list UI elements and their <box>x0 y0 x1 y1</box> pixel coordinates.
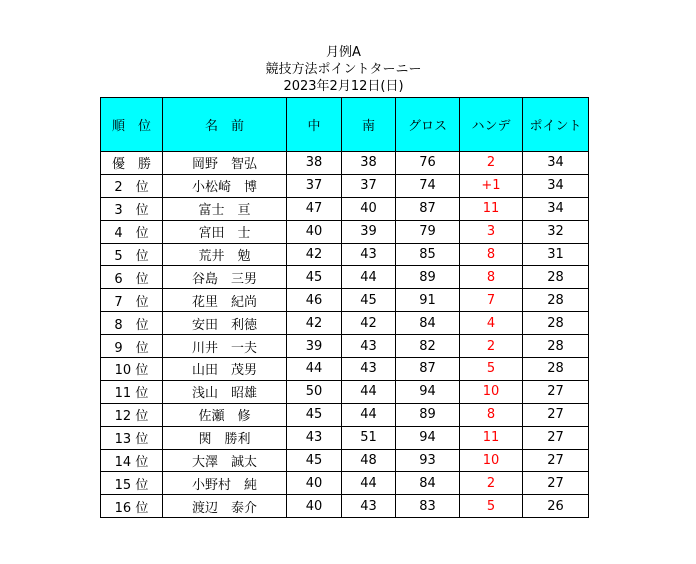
cell-name: 荒井 勉 <box>163 243 287 266</box>
cell-points: 34 <box>523 174 589 197</box>
cell-in: 44 <box>287 358 342 381</box>
title-block <box>100 44 587 95</box>
header-out: 南 <box>342 98 396 152</box>
title-competition: 月例A <box>326 45 361 60</box>
header-in: 中 <box>287 98 342 152</box>
header-row <box>101 98 589 152</box>
cell-out: 43 <box>342 495 396 518</box>
cell-in: 42 <box>287 312 342 335</box>
cell-out: 51 <box>342 426 396 449</box>
header-rank: 順 位 <box>101 98 163 152</box>
cell-gross: 82 <box>396 335 460 358</box>
table-row <box>101 197 589 220</box>
cell-points: 32 <box>523 220 589 243</box>
cell-handicap: 2 <box>460 152 523 175</box>
cell-gross: 84 <box>396 312 460 335</box>
cell-name: 大澤 誠太 <box>163 449 287 472</box>
cell-gross: 89 <box>396 266 460 289</box>
cell-handicap: 2 <box>460 472 523 495</box>
cell-gross: 87 <box>396 197 460 220</box>
cell-rank: 8 位 <box>101 312 163 335</box>
results-table <box>100 97 589 518</box>
cell-in: 42 <box>287 243 342 266</box>
cell-gross: 87 <box>396 358 460 381</box>
cell-points: 28 <box>523 289 589 312</box>
cell-handicap: 8 <box>460 403 523 426</box>
cell-gross: 94 <box>396 426 460 449</box>
cell-in: 37 <box>287 174 342 197</box>
cell-name: 宮田 士 <box>163 220 287 243</box>
cell-rank: 16 位 <box>101 495 163 518</box>
table-row <box>101 152 589 175</box>
table-row <box>101 495 589 518</box>
cell-gross: 76 <box>396 152 460 175</box>
cell-points: 31 <box>523 243 589 266</box>
cell-rank: 4 位 <box>101 220 163 243</box>
cell-gross: 79 <box>396 220 460 243</box>
cell-rank: 14 位 <box>101 449 163 472</box>
cell-gross: 74 <box>396 174 460 197</box>
cell-in: 38 <box>287 152 342 175</box>
table-row <box>101 426 589 449</box>
cell-rank: 優 勝 <box>101 152 163 175</box>
cell-gross: 93 <box>396 449 460 472</box>
cell-points: 34 <box>523 152 589 175</box>
cell-points: 27 <box>523 449 589 472</box>
header-points: ポイント <box>523 98 589 152</box>
title-format: 競技方法ポイントターニー <box>265 62 422 77</box>
table-row <box>101 358 589 381</box>
cell-points: 34 <box>523 197 589 220</box>
table-row <box>101 312 589 335</box>
cell-in: 43 <box>287 426 342 449</box>
cell-rank: 15 位 <box>101 472 163 495</box>
table-row <box>101 449 589 472</box>
cell-handicap: 11 <box>460 426 523 449</box>
cell-rank: 12 位 <box>101 403 163 426</box>
cell-handicap: 3 <box>460 220 523 243</box>
cell-handicap: 10 <box>460 380 523 403</box>
cell-handicap: 7 <box>460 289 523 312</box>
cell-name: 花里 紀尚 <box>163 289 287 312</box>
header-gross: グロス <box>396 98 460 152</box>
cell-points: 28 <box>523 358 589 381</box>
cell-name: 小野村 純 <box>163 472 287 495</box>
cell-handicap: 8 <box>460 266 523 289</box>
cell-out: 45 <box>342 289 396 312</box>
cell-points: 27 <box>523 472 589 495</box>
title-date: 2023年2月12日(日) <box>283 79 404 94</box>
cell-gross: 91 <box>396 289 460 312</box>
cell-points: 27 <box>523 403 589 426</box>
cell-in: 46 <box>287 289 342 312</box>
table-row <box>101 289 589 312</box>
cell-in: 45 <box>287 403 342 426</box>
cell-handicap: 5 <box>460 495 523 518</box>
cell-name: 佐瀬 修 <box>163 403 287 426</box>
header-handicap: ハンデ <box>460 98 523 152</box>
cell-name: 小松崎 博 <box>163 174 287 197</box>
table-row <box>101 335 589 358</box>
cell-points: 27 <box>523 380 589 403</box>
cell-out: 44 <box>342 380 396 403</box>
cell-gross: 84 <box>396 472 460 495</box>
cell-name: 関 勝利 <box>163 426 287 449</box>
cell-out: 43 <box>342 243 396 266</box>
cell-in: 45 <box>287 266 342 289</box>
table-row <box>101 174 589 197</box>
cell-name: 渡辺 泰介 <box>163 495 287 518</box>
cell-name: 安田 利徳 <box>163 312 287 335</box>
cell-rank: 10 位 <box>101 358 163 381</box>
cell-handicap: 11 <box>460 197 523 220</box>
cell-out: 43 <box>342 358 396 381</box>
cell-name: 山田 茂男 <box>163 358 287 381</box>
cell-out: 44 <box>342 266 396 289</box>
cell-handicap: 8 <box>460 243 523 266</box>
cell-points: 27 <box>523 426 589 449</box>
table-row <box>101 472 589 495</box>
cell-handicap: 10 <box>460 449 523 472</box>
cell-out: 37 <box>342 174 396 197</box>
cell-gross: 85 <box>396 243 460 266</box>
cell-name: 富士 亘 <box>163 197 287 220</box>
cell-points: 28 <box>523 266 589 289</box>
cell-points: 26 <box>523 495 589 518</box>
table-row <box>101 403 589 426</box>
cell-rank: 2 位 <box>101 174 163 197</box>
table-row <box>101 266 589 289</box>
cell-in: 45 <box>287 449 342 472</box>
cell-gross: 89 <box>396 403 460 426</box>
cell-rank: 6 位 <box>101 266 163 289</box>
cell-handicap: 5 <box>460 358 523 381</box>
cell-out: 40 <box>342 197 396 220</box>
cell-out: 38 <box>342 152 396 175</box>
table-row <box>101 220 589 243</box>
cell-gross: 83 <box>396 495 460 518</box>
table-row <box>101 380 589 403</box>
cell-handicap: +1 <box>460 174 523 197</box>
cell-rank: 11 位 <box>101 380 163 403</box>
cell-gross: 94 <box>396 380 460 403</box>
cell-in: 40 <box>287 472 342 495</box>
table-row <box>101 243 589 266</box>
cell-rank: 3 位 <box>101 197 163 220</box>
header-name: 名 前 <box>163 98 287 152</box>
cell-out: 48 <box>342 449 396 472</box>
cell-rank: 13 位 <box>101 426 163 449</box>
cell-out: 39 <box>342 220 396 243</box>
cell-out: 44 <box>342 403 396 426</box>
cell-in: 50 <box>287 380 342 403</box>
cell-name: 岡野 智弘 <box>163 152 287 175</box>
cell-points: 28 <box>523 312 589 335</box>
cell-rank: 7 位 <box>101 289 163 312</box>
cell-points: 28 <box>523 335 589 358</box>
cell-in: 39 <box>287 335 342 358</box>
results-body <box>101 152 589 518</box>
cell-in: 47 <box>287 197 342 220</box>
cell-in: 40 <box>287 220 342 243</box>
cell-handicap: 2 <box>460 335 523 358</box>
cell-handicap: 4 <box>460 312 523 335</box>
cell-rank: 5 位 <box>101 243 163 266</box>
cell-out: 44 <box>342 472 396 495</box>
cell-out: 42 <box>342 312 396 335</box>
cell-name: 浅山 昭雄 <box>163 380 287 403</box>
cell-in: 40 <box>287 495 342 518</box>
cell-rank: 9 位 <box>101 335 163 358</box>
cell-name: 川井 一夫 <box>163 335 287 358</box>
cell-out: 43 <box>342 335 396 358</box>
cell-name: 谷島 三男 <box>163 266 287 289</box>
